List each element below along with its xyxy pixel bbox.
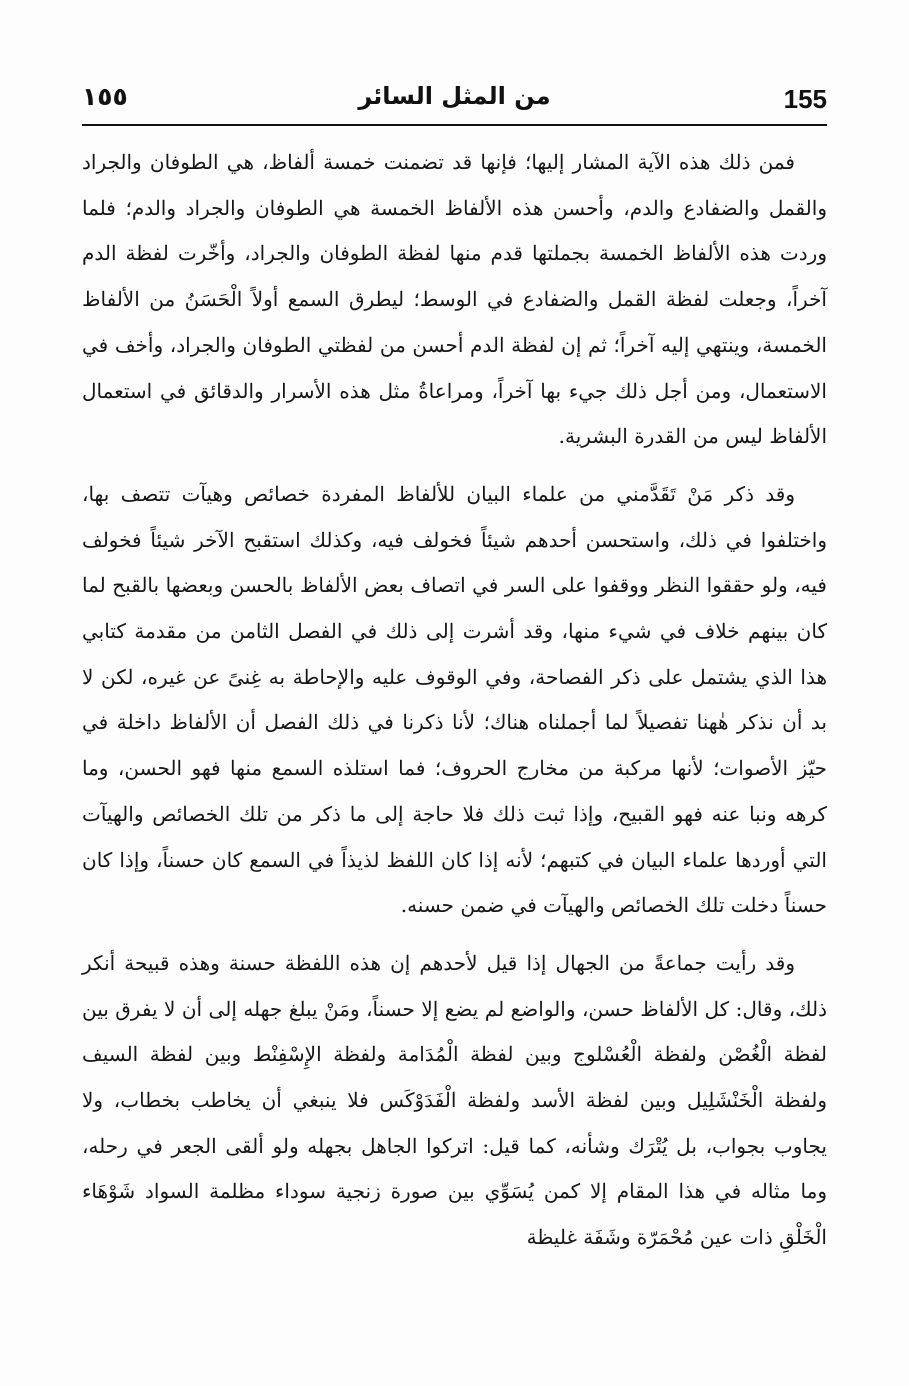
paragraph: وقد رأيت جماعةً من الجهال إذا قيل لأحدهم إن هذه اللفظة حسنة وهذه قبيحة أنكر ذلك، وقال: كل الألفاظ حسن، والواضع لم يضع إلا حسناً، ومَنْ يبلغ جهله إلى أن لا يفرق بين لفظة الْغُصْن ولفظة الْعُسْلوج وبين لفظة الْمُدَامة ولفظة الإِسْفِنْط وبين لفظة السيف ولفظة الْخَنْشَلِيل وبين لفظة الأسد ولفظة الْفَدَوْكَس فلا ينبغي أن يخاطب بخطاب، ولا يجاوب بجواب، بل يُتْرَك وشأنه، كما قيل: اتركوا الجاهل بجهله ولو ألقى الجعر في رحله، وما مثاله في هذا المقام إلا كمن يُسَوِّي بين صورة زنجية سوداء مظلمة السواد شَوْهَاء الْخَلْقِ ذات عين مُحْمَرّة وشَفَة غليظة [82,950,827,1250]
header-rule [82,124,827,126]
page-header [82,78,827,122]
running-title: من المثل السائر [358,82,551,110]
body-text [82,140,827,1261]
paragraph: فمن ذلك هذه الآية المشار إليها؛ فإنها قد تضمنت خمسة ألفاظ، هي الطوفان والجراد والقمل والضفادع والدم، وأحسن هذه الألفاظ الخمسة هي الطوفان والجراد والدم؛ فلما وردت هذه الألفاظ الخمسة بجملتها قدم منها لفظة الطوفان والجراد، وأخّرت لفظة الدم آخراً، وجعلت لفظة القمل والضفادع في الوسط؛ ليطرق السمع أولاً الْحَسَنُ من الألفاظ الخمسة، وينتهي إليه آخراً؛ ثم إن لفظة الدم أحسن من لفظتي الطوفان والجراد، وأخف في الاستعمال، ومن أجل ذلك جيء بها آخراً، ومراعاةُ مثل هذه الأسرار والدقائق في استعمال الألفاظ ليس من القدرة البشرية. [82,150,827,449]
paragraph: وقد ذكر مَنْ تَقَدَّمني من علماء البيان للألفاظ المفردة خصائص وهيآت تتصف بها، واختلفوا في ذلك، واستحسن أحدهم شيئاً فخولف فيه، وكذلك استقبح الآخر شيئاً فخولف فيه، ولو حققوا النظر ووقفوا على السر في اتصاف بعض الألفاظ بالحسن وبعضها بالقبح لما كان بينهم خلاف في شيء منها، وقد أشرت إلى ذلك في الفصل الثامن من مقدمة كتابي هذا الذي يشتمل على ذكر الفصاحة، وفي الوقوف عليه والإحاطة به غِنىً عن غيره، لكن لا بد أن نذكر هٰهنا تفصيلاً لما أجملناه هناك؛ لأنا ذكرنا في ذلك الفصل أن الألفاظ داخلة في حيّز الأصوات؛ لأنها مركبة من مخارج الحروف؛ فما استلذه السمع منها فهو الحسن، وما كرهه ونبا عنه فهو القبيح، وإذا ثبت ذلك فلا حاجة إلى ما ذكر من تلك الخصائص والهيآت التي أوردها علماء البيان في كتبهم؛ لأنه إذا كان اللفظ لذيذاً في السمع كان حسناً، وإذا كان حسناً دخلت تلك الخصائص والهيآت في ضمن حسنه. [82,481,827,918]
page-number-latin: 155 [783,84,827,114]
page-number-arabic: ١٥٥ [82,82,128,111]
